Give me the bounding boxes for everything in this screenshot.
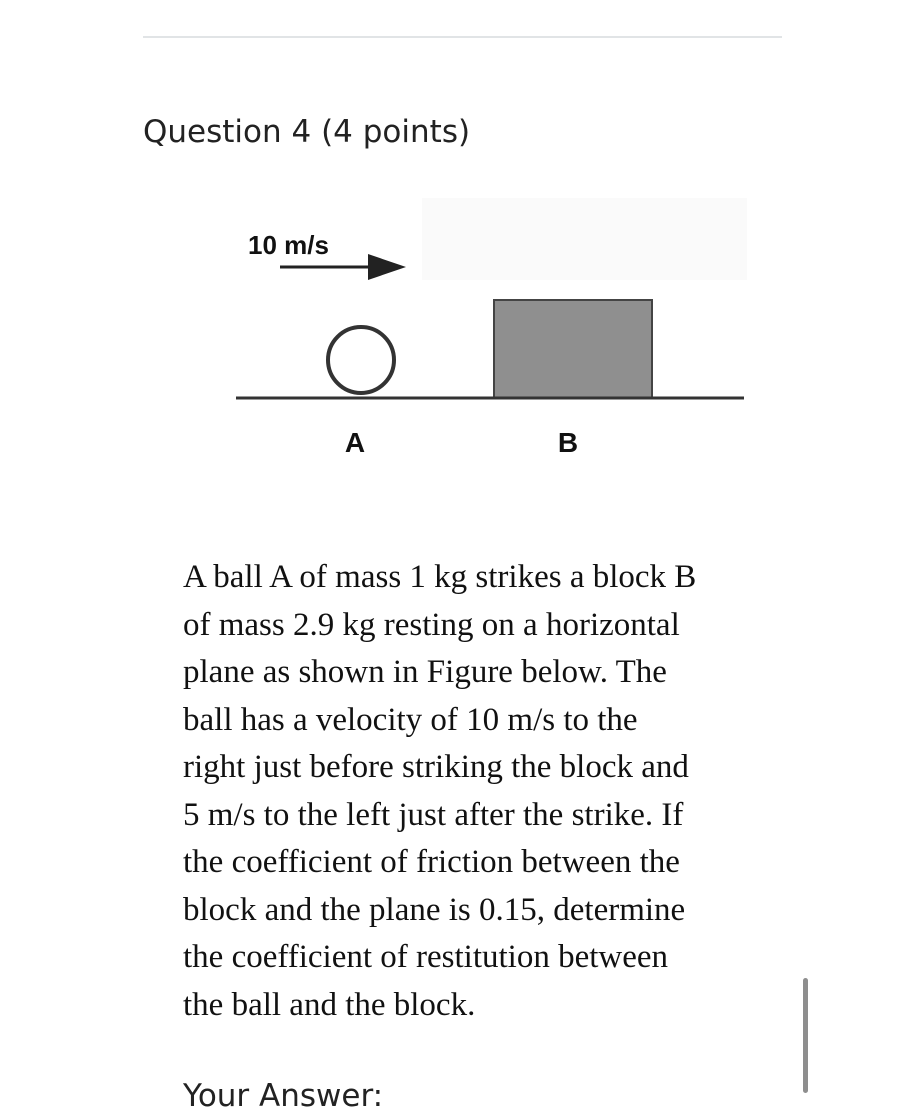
question-title: Question 4 (4 points) xyxy=(143,114,471,150)
problem-line: of mass 2.9 kg resting on a horizontal xyxy=(183,606,680,643)
answer-heading: Your Answer: xyxy=(183,1078,384,1114)
problem-line: the ball and the block. xyxy=(183,986,476,1023)
problem-line: the coefficient of friction between the xyxy=(183,844,680,880)
problem-line: A ball A of mass 1 kg strikes a block B xyxy=(183,559,697,595)
scrollbar[interactable] xyxy=(803,978,808,1093)
problem-statement xyxy=(183,554,808,1029)
problem-line: right just before striking the block and xyxy=(183,749,689,785)
problem-line: 5 m/s to the left just after the strike. If xyxy=(183,796,684,833)
problem-line: the coefficient of restitution between xyxy=(183,939,669,975)
top-divider xyxy=(143,36,782,38)
ball-label: A xyxy=(344,427,366,458)
problem-line: ball has a velocity of 10 m/s to the xyxy=(183,701,638,738)
problem-figure xyxy=(232,196,752,476)
problem-line: block and the plane is 0.15, determine xyxy=(183,891,686,928)
block-b-icon xyxy=(494,300,652,398)
velocity-label: 10 m/s xyxy=(248,230,329,260)
problem-line: plane as shown in Figure below. The xyxy=(183,654,667,690)
ball-a-icon xyxy=(328,327,394,393)
block-label: B xyxy=(557,427,579,458)
figure-background xyxy=(422,198,747,280)
